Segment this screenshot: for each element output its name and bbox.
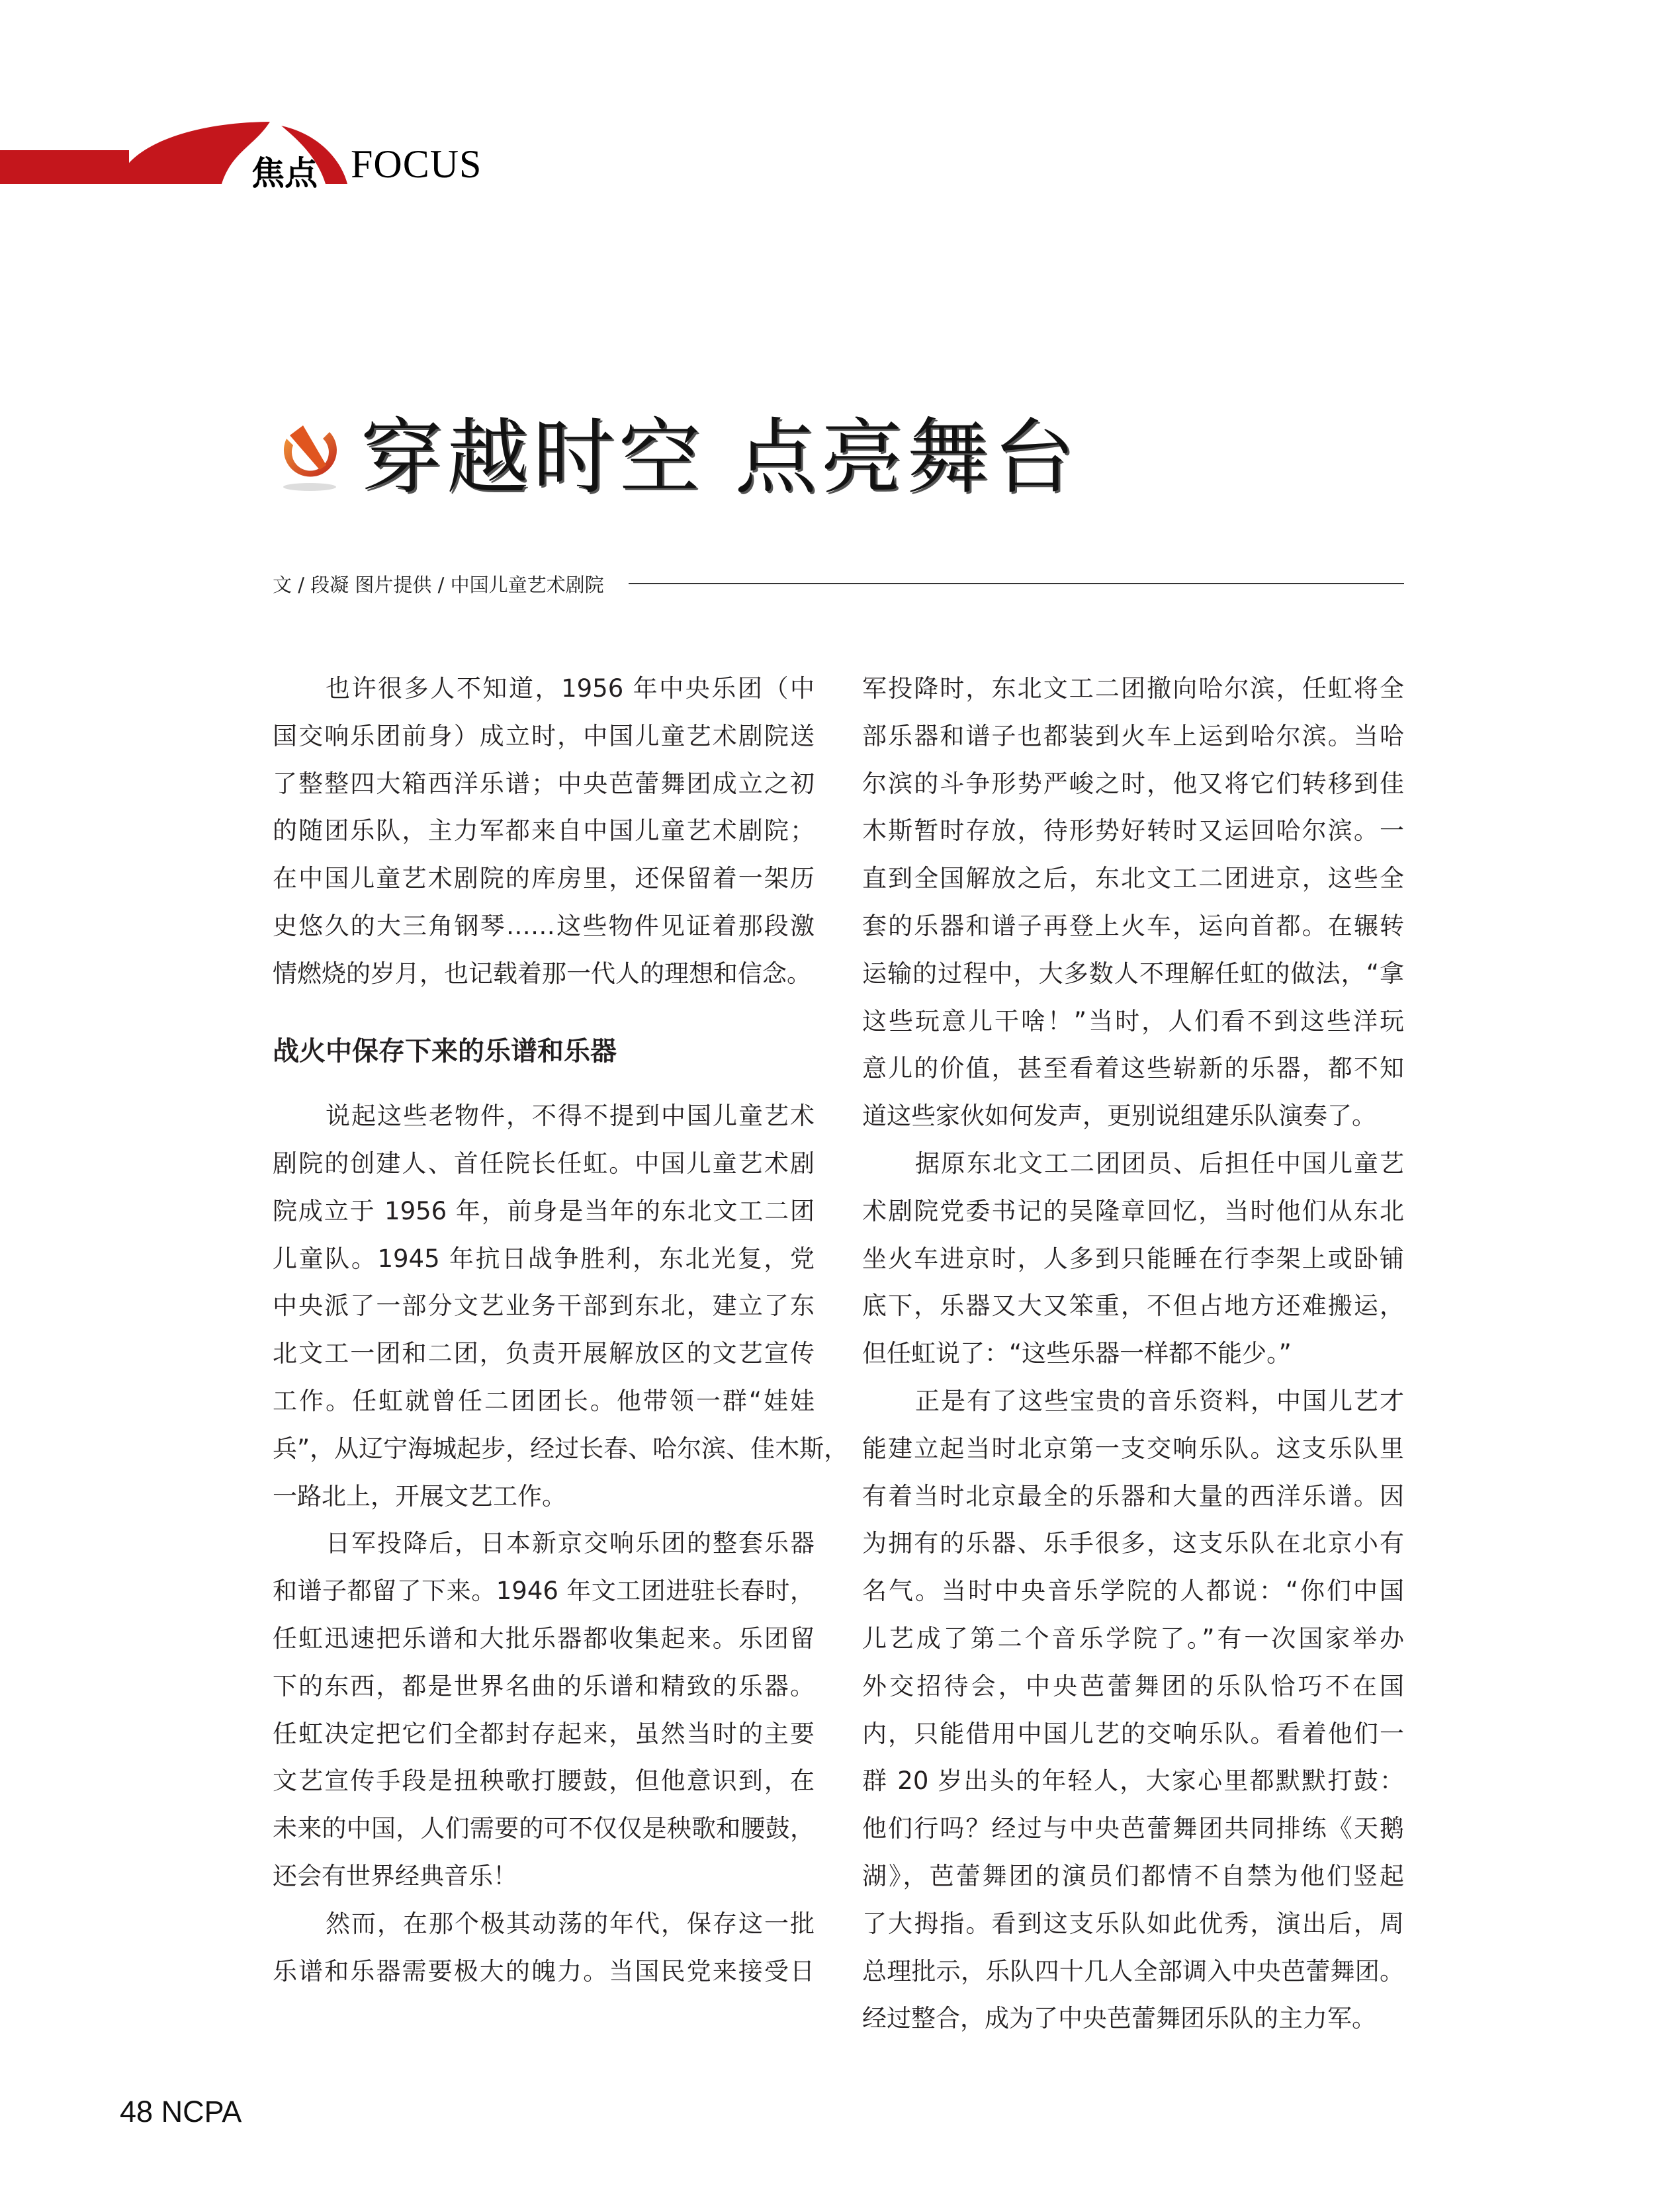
text-line: 也许很多人不知道，1956 年中央乐团（中 <box>326 674 815 703</box>
text-line: 木斯暂时存放，待形势好转时又运回哈尔滨。一 <box>862 816 1404 846</box>
party-emblem-icon <box>270 416 349 495</box>
text-line: 套的乐器和谱子再登上火车，运向首都。在辗转 <box>862 911 1404 940</box>
text-line: 国交响乐团前身）成立时，中国儿童艺术剧院送 <box>273 721 815 750</box>
text-line: 日军投降后，日本新京交响乐团的整套乐器 <box>326 1529 815 1558</box>
text-line: 群 20 岁出头的年轻人，大家心里都默默打鼓： <box>862 1767 1404 1796</box>
text-line: 还会有世界经典音乐！ <box>273 1861 517 1890</box>
text-line: 剧院的创建人、首任院长任虹。中国儿童艺术剧 <box>273 1149 815 1178</box>
section-label-cn: 焦点 <box>251 154 318 193</box>
text-line: 工作。任虹就曾任二团团长。他带领一群“娃娃 <box>273 1386 815 1415</box>
text-line: 坐火车进京时，人多到只能睡在行李架上或卧铺 <box>862 1244 1404 1273</box>
text-line: 儿艺成了第二个音乐学院了。”有一次国家举办 <box>862 1624 1404 1653</box>
text-line: 史悠久的大三角钢琴……这些物件见证着那段激 <box>273 911 815 940</box>
byline: 文 / 段凝 图片提供 / 中国儿童艺术剧院 <box>273 574 604 596</box>
text-line: 外交招待会，中央芭蕾舞团的乐队恰巧不在国 <box>862 1671 1404 1700</box>
article-title: 穿越时空 点亮舞台 <box>361 410 1079 505</box>
byline-divider <box>629 583 1404 584</box>
text-line: 在中国儿童艺术剧院的库房里，还保留着一架历 <box>273 864 815 893</box>
left-column <box>273 672 849 2002</box>
text-line: 内，只能借用中国儿艺的交响乐队。看着他们一 <box>862 1719 1404 1748</box>
text-line: 湖》，芭蕾舞团的演员们都情不自禁为他们竖起 <box>862 1861 1404 1890</box>
section-heading: 战火中保存下来的乐谱和乐器 <box>273 1035 617 1067</box>
text-line: 道这些家伙如何发声，更别说组建乐队演奏了。 <box>862 1102 1376 1131</box>
page-number: 48 <box>120 2095 154 2128</box>
text-line: 文艺宣传手段是扭秧歌打腰鼓，但他意识到，在 <box>273 1767 815 1796</box>
text-line: 然而，在那个极其动荡的年代，保存这一批 <box>326 1909 815 1938</box>
text-line: 了大拇指。看到这支乐队如此优秀，演出后，周 <box>862 1909 1404 1938</box>
text-line: 北文工一团和二团，负责开展解放区的文艺宣传 <box>273 1339 815 1368</box>
text-line: 和谱子都留了下来。1946 年文工团进驻长春时， <box>273 1577 815 1606</box>
text-line: 运输的过程中，大多数人不理解任虹的做法，“拿 <box>862 959 1404 988</box>
text-line: 据原东北文工二团团员、后担任中国儿童艺 <box>915 1149 1404 1178</box>
text-line: 部乐器和谱子也都装到火车上运到哈尔滨。当哈 <box>862 721 1404 750</box>
text-line: 这些玩意儿干啥！”当时，人们看不到这些洋玩 <box>862 1006 1404 1035</box>
text-line: 术剧院党委书记的吴隆章回忆，当时他们从东北 <box>862 1196 1404 1225</box>
text-line: 尔滨的斗争形势严峻之时，他又将它们转移到佳 <box>862 769 1404 798</box>
text-line: 了整整四大箱西洋乐谱；中央芭蕾舞团成立之初 <box>273 769 815 798</box>
text-line: 底下，乐器又大又笨重，不但占地方还难搬运， <box>862 1291 1404 1321</box>
text-line: 院成立于 1956 年，前身是当年的东北文工二团 <box>273 1196 815 1225</box>
text-line: 正是有了这些宝贵的音乐资料，中国儿艺才 <box>915 1386 1404 1415</box>
text-line: 意儿的价值，甚至看着这些崭新的乐器，都不知 <box>862 1054 1404 1083</box>
text-line: 军投降时，东北文工二团撤向哈尔滨，任虹将全 <box>862 674 1404 703</box>
page-footer <box>120 2095 242 2129</box>
text-line: 名气。当时中央音乐学院的人都说：“你们中国 <box>862 1577 1404 1606</box>
text-line: 为拥有的乐器、乐手很多，这支乐队在北京小有 <box>862 1529 1404 1558</box>
text-line: 直到全国解放之后，东北文工二团进京，这些全 <box>862 864 1404 893</box>
text-line: 能建立起当时北京第一支交响乐队。这支乐队里 <box>862 1434 1404 1463</box>
text-line: 有着当时北京最全的乐器和大量的西洋乐谱。因 <box>862 1481 1404 1510</box>
text-line: 乐谱和乐器需要极大的魄力。当国民党来接受日 <box>273 1956 815 1986</box>
banner-arc-left <box>118 122 270 184</box>
text-line: 说起这些老物件，不得不提到中国儿童艺术 <box>326 1102 815 1131</box>
text-line: 总理批示，乐队四十几人全部调入中央芭蕾舞团。 <box>862 1956 1404 1986</box>
text-line: 兵”，从辽宁海城起步，经过长春、哈尔滨、佳木斯， <box>273 1434 849 1463</box>
text-line: 未来的中国，人们需要的可不仅仅是秧歌和腰鼓， <box>273 1814 815 1843</box>
magazine-name: NCPA <box>161 2095 242 2128</box>
text-line: 任虹决定把它们全都封存起来，虽然当时的主要 <box>273 1719 815 1748</box>
text-line: 任虹迅速把乐谱和大批乐器都收集起来。乐团留 <box>273 1624 815 1653</box>
text-line: 但任虹说了：“这些乐器一样都不能少。” <box>862 1339 1292 1368</box>
text-line: 的随团乐队，主力军都来自中国儿童艺术剧院； <box>273 816 815 846</box>
text-line: 下的东西，都是世界名曲的乐谱和精致的乐器。 <box>273 1671 815 1700</box>
right-column <box>862 672 1404 2050</box>
text-line: 他们行吗？经过与中央芭蕾舞团共同排练《天鹅 <box>862 1814 1404 1843</box>
text-line: 经过整合，成为了中央芭蕾舞团乐队的主力军。 <box>862 2004 1376 2033</box>
text-line: 情燃烧的岁月，也记载着那一代人的理想和信念。 <box>273 959 811 988</box>
banner-bar <box>0 150 129 184</box>
text-line: 儿童队。1945 年抗日战争胜利，东北光复，党 <box>273 1244 815 1273</box>
text-line: 一路北上，开展文艺工作。 <box>273 1481 566 1510</box>
text-line: 中央派了一部分文艺业务干部到东北，建立了东 <box>273 1291 815 1321</box>
section-label-en: FOCUS <box>351 142 482 186</box>
